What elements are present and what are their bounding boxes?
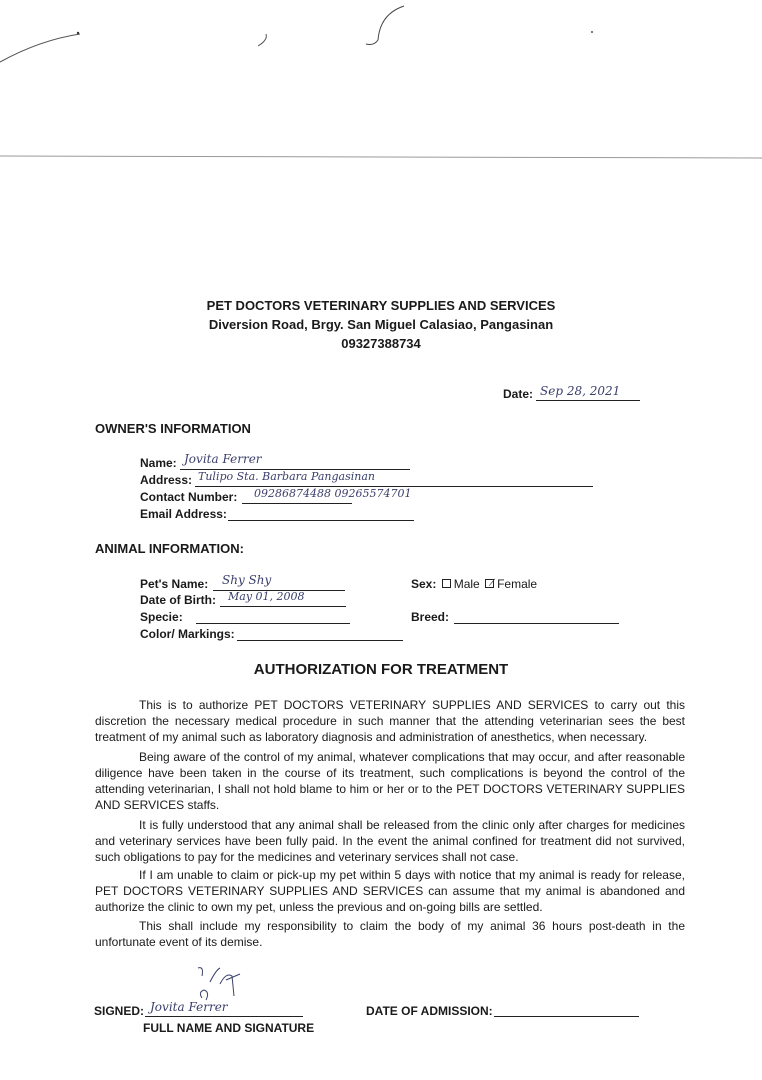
specie-line	[196, 623, 350, 624]
owner-address-value[interactable]: Tulipo Sta. Barbara Pangasinan	[198, 470, 375, 483]
admission-label: DATE OF ADMISSION:	[366, 1004, 493, 1018]
authorization-paragraph-5: This shall include my responsibility to claim the body of my animal 36 hours post-death in the unfortunate event of its demise.	[95, 919, 685, 949]
owner-name-value[interactable]: Jovita Ferrer	[184, 452, 262, 466]
female-checkbox[interactable]	[485, 579, 494, 588]
signed-value[interactable]: Jovita Ferrer	[150, 1000, 228, 1014]
signed-line	[145, 1016, 303, 1017]
breed-label: Breed:	[411, 610, 450, 624]
clinic-address: Diversion Road, Brgy. San Miguel Calasiao, Pangasinan	[208, 317, 554, 332]
animal-section-title: ANIMAL INFORMATION:	[95, 541, 244, 556]
owner-contact-value[interactable]: 09286874488 09265574701	[254, 487, 412, 500]
date-label: Date:	[503, 387, 534, 401]
dob-label: Date of Birth:	[140, 593, 216, 607]
color-label: Color/ Markings:	[140, 627, 235, 641]
male-checkbox[interactable]	[442, 579, 451, 588]
owner-contact-line	[242, 503, 352, 504]
breed-line	[454, 623, 619, 624]
scan-artifacts	[0, 0, 762, 170]
color-line	[237, 640, 403, 641]
authorization-paragraph-4: If I am unable to claim or pick-up my pet within 5 days with notice that my animal is ready for release, PET DOCTORS VETERINARY SUPPLIES AND SERVICES can assume that my animal is abandoned and authorize the clinic to own my pet, unless the previous and on-going bills are settled.	[95, 868, 685, 914]
owner-address-label: Address:	[140, 473, 193, 487]
owner-section-title: OWNER'S INFORMATION	[95, 421, 251, 436]
signed-label: SIGNED:	[94, 1004, 145, 1018]
authorization-paragraph-1: This is to authorize PET DOCTORS VETERINARY SUPPLIES AND SERVICES to carry out this discretion the necessary medical procedure in such manner that the attending veterinarian sees the best treatment of my animal such as laboratory diagnosis and administration of anesthetics, when necessary.	[95, 698, 685, 744]
clinic-name: PET DOCTORS VETERINARY SUPPLIES AND SERVICES	[206, 298, 556, 313]
date-line	[536, 400, 640, 401]
pet-name-value[interactable]: Shy Shy	[222, 573, 272, 587]
dob-line	[220, 606, 346, 607]
dob-value[interactable]: May 01, 2008	[228, 590, 305, 603]
owner-email-line	[228, 520, 414, 521]
specie-label: Specie:	[140, 610, 183, 624]
owner-name-label: Name:	[140, 456, 177, 470]
pet-name-label: Pet's Name:	[140, 577, 209, 591]
date-value[interactable]: Sep 28, 2021	[540, 384, 621, 398]
sex-field	[411, 577, 537, 591]
authorization-title: AUTHORIZATION FOR TREATMENT	[253, 661, 509, 678]
owner-email-label: Email Address:	[140, 507, 227, 521]
male-option-label: Male	[453, 577, 480, 591]
clinic-phone: 09327388734	[341, 336, 421, 351]
authorization-paragraph-3: It is fully understood that any animal shall be released from the clinic only after charges for medicines and veterinary services have been fully paid. In the event the animal confined for treatment did not survived, such obligations to pay for the medicines and veterinary services shall not case.	[95, 818, 685, 864]
admission-line	[494, 1016, 639, 1017]
sex-label: Sex:	[411, 577, 437, 591]
signature-caption: FULL NAME AND SIGNATURE	[143, 1021, 315, 1035]
owner-contact-label: Contact Number:	[140, 490, 238, 504]
female-option-label: Female	[497, 577, 538, 591]
authorization-paragraph-2: Being aware of the control of my animal, whatever complications that may occur, and after reasonable diligence have been taken in the course of its treatment, such complications is beyond the control of the attending veterinarian, I shall not hold blame to him or her or to the PET DOCTORS VETERINARY SUPPLIES AND SERVICES staffs.	[95, 750, 685, 812]
